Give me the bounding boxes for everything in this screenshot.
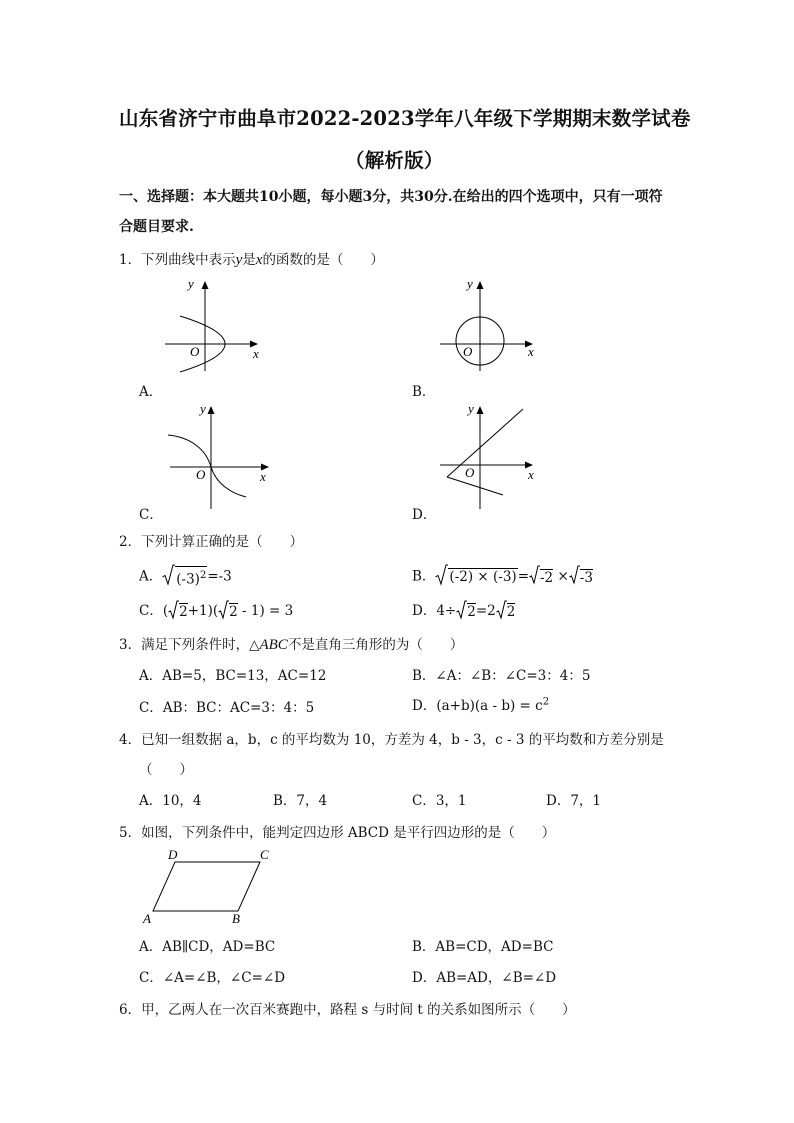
q5-option-a: A．AB∥CD，AD=BC xyxy=(139,939,276,955)
sqrt-icon xyxy=(529,565,540,589)
q2-b-times: × xyxy=(553,568,569,585)
q1a-origin: O xyxy=(190,344,200,359)
q1b-axis-x: x xyxy=(528,344,534,359)
q5-option-c: C．∠A=∠B，∠C=∠D xyxy=(139,970,286,986)
q1-graph-b xyxy=(435,276,545,376)
q2-b-r1: -2 xyxy=(540,569,554,586)
q1-graph-d xyxy=(435,397,545,512)
question-4-line2: （ ） xyxy=(139,762,193,778)
question-1-text-post: 的函数的是（ ） xyxy=(262,252,384,268)
sqrt-icon xyxy=(168,600,179,624)
sqrt-icon xyxy=(435,564,448,590)
q2-c-r2: 2 xyxy=(229,604,238,620)
sqrt-icon xyxy=(569,565,580,589)
q2-b-label: B． xyxy=(412,568,436,585)
question-1-number: 1． xyxy=(119,252,142,268)
question-6: 6．甲，乙两人在一次百米赛跑中，路程 s 与时间 t 的关系如图所示（ ） xyxy=(119,1002,576,1018)
page-title: 山东省济宁市曲阜市2022-2023学年八年级下学期期末数学试卷 xyxy=(119,107,691,130)
question-2: 2．下列计算正确的是（ ） xyxy=(119,534,304,550)
q1d-axis-y: y xyxy=(468,401,474,416)
question-1-text-mid: 是 xyxy=(242,252,256,268)
q2-option-a xyxy=(139,564,232,590)
q1-graph-a xyxy=(160,276,270,376)
q1a-axis-x: x xyxy=(253,346,259,361)
q2-d-p1: 4÷ xyxy=(436,603,457,619)
q2-c-p1: ( xyxy=(162,603,169,619)
question-1-var-x: x xyxy=(255,252,263,268)
q1-option-a: A． xyxy=(139,384,163,400)
q1-option-b: B． xyxy=(412,384,436,400)
q2-d-label: D． xyxy=(412,603,437,619)
q1b-axis-y: y xyxy=(467,276,473,291)
q2-option-b xyxy=(412,564,593,590)
q4-option-b: B．7，4 xyxy=(273,793,328,809)
q5-label-b: B xyxy=(232,911,240,925)
q3-d-exp: 2 xyxy=(542,696,550,708)
q1c-origin: O xyxy=(196,467,206,482)
question-3 xyxy=(119,633,463,654)
q2-b-r2: -3 xyxy=(579,569,593,586)
question-1-var-y: y xyxy=(235,252,243,268)
q2-b-eq: = xyxy=(517,568,529,585)
q3-option-b: B．∠A：∠B：∠C=3：4：5 xyxy=(412,668,591,684)
question-1 xyxy=(119,248,384,269)
q2-a-tail: =-3 xyxy=(207,568,232,585)
q1c-axis-x: x xyxy=(260,469,266,484)
question-4-line1: 4．已知一组数据 a，b，c 的平均数为 10，方差为 4，b - 3，c - 3 的平均数和方差分别是 xyxy=(119,732,664,748)
q2-d-r2: 2 xyxy=(506,604,516,620)
q3-text-post: 不是直角三角形的为（ ） xyxy=(287,637,464,653)
q4-option-c: C．3，1 xyxy=(412,793,467,809)
q2-a-radicand: (-3) xyxy=(176,571,200,588)
q2-a-label: A． xyxy=(139,568,163,585)
q3-d-text: D．(a+b)(a - b) = c xyxy=(412,698,543,714)
sqrt-icon xyxy=(496,600,507,624)
question-1-text-pre: 下列曲线中表示 xyxy=(141,252,236,268)
sqrt-icon xyxy=(218,600,229,624)
q2-option-c xyxy=(139,599,293,624)
section-header-line2: 合题目要求. xyxy=(119,219,194,235)
sqrt-icon xyxy=(456,600,467,624)
q1d-origin: O xyxy=(465,465,475,480)
q5-option-d: D．AB=AD，∠B=∠D xyxy=(412,970,557,986)
q5-option-b: B．AB=CD，AD=BC xyxy=(412,939,554,955)
q2-d-p2: =2 xyxy=(475,603,496,619)
q4-option-a: A．10，4 xyxy=(139,793,202,809)
q5-label-c: C xyxy=(260,847,269,862)
q2-a-exp: 2 xyxy=(199,569,207,581)
q1-option-d: D． xyxy=(412,507,437,523)
q2-d-r1: 2 xyxy=(467,604,476,620)
q1b-origin: O xyxy=(463,344,473,359)
q2-c-label: C． xyxy=(139,603,163,619)
q3-text-pre: 3．满足下列条件时，△ xyxy=(119,637,260,653)
q5-label-d: D xyxy=(168,847,178,862)
question-5: 5．如图，下列条件中，能判定四边形 ABCD 是平行四边形的是（ ） xyxy=(119,825,556,841)
q3-text-var: ABC xyxy=(259,637,288,653)
page-subtitle: （解析版） xyxy=(345,149,444,172)
q1-graph-c xyxy=(160,397,280,512)
q1c-axis-y: y xyxy=(200,401,206,416)
q3-option-d xyxy=(412,694,549,714)
q1-option-c: C． xyxy=(139,507,163,523)
q5-label-a: A xyxy=(143,911,151,925)
q4-option-d: D．7，1 xyxy=(546,793,602,809)
q1a-axis-y: y xyxy=(188,276,194,291)
q5-parallelogram xyxy=(140,845,280,925)
q2-c-p3: - 1) = 3 xyxy=(237,603,294,619)
q2-option-d xyxy=(412,599,515,624)
section-header-line1: 一、选择题：本大题共10小题，每小题3分，共30分.在给出的四个选项中，只有一项符 xyxy=(119,189,663,205)
q3-option-a: A．AB=5，BC=13，AC=12 xyxy=(139,668,327,684)
q1d-axis-x: x xyxy=(528,467,534,482)
q2-c-p2: +1)( xyxy=(187,603,219,619)
q3-option-c: C．AB：BC：AC=3：4：5 xyxy=(139,700,315,716)
sqrt-icon xyxy=(162,564,175,590)
q2-c-r1: 2 xyxy=(179,604,188,620)
q2-b-radicand: (-2) × (-3) xyxy=(449,569,517,585)
